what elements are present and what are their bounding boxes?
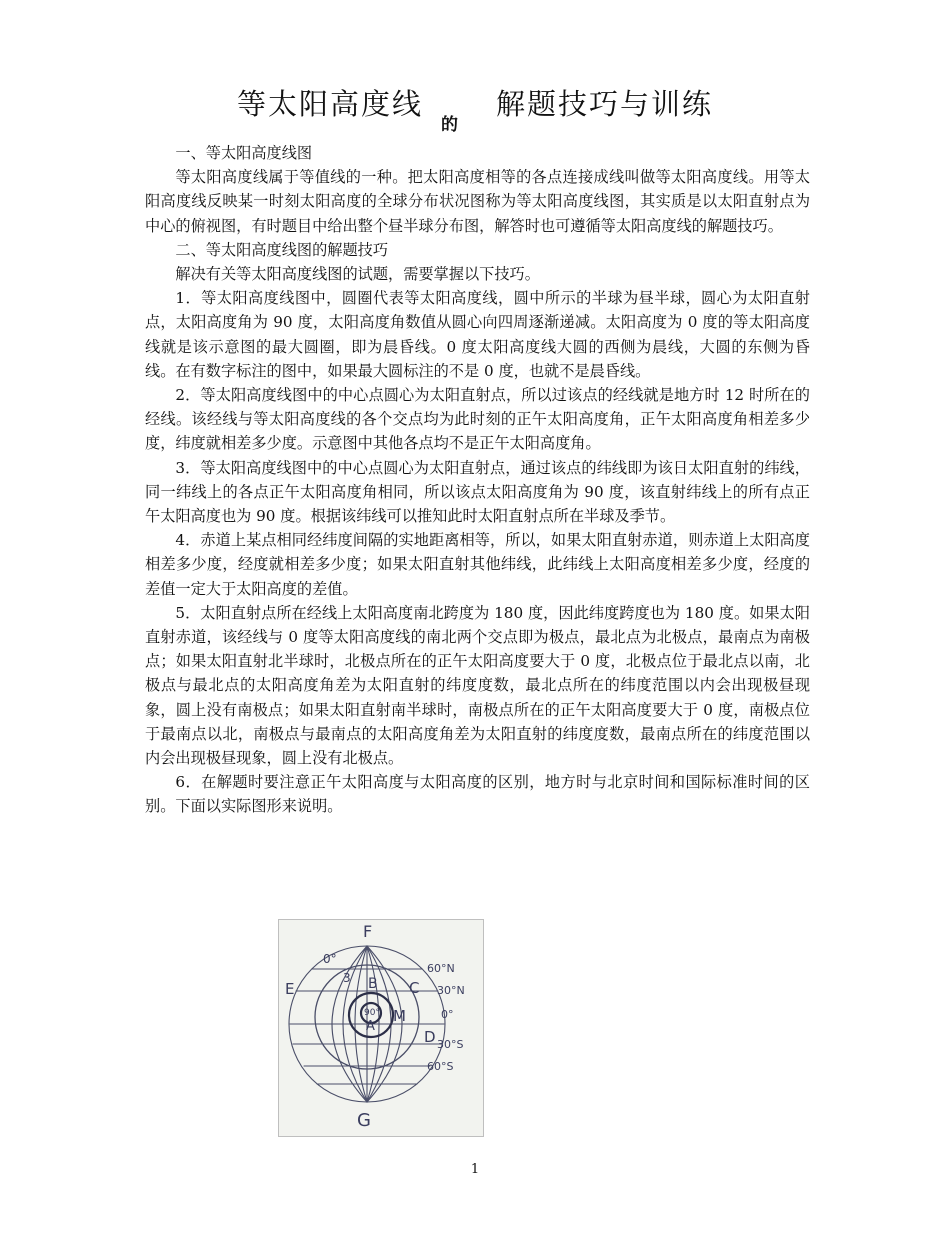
- title-small: 的: [441, 115, 458, 135]
- title-main: 等太阳高度线: [236, 87, 423, 121]
- page-title: [0, 82, 950, 135]
- tip-1: 1．等太阳高度线图中，圆圈代表等太阳高度线，圆中所示的半球为昼半球，圆心为太阳直射点，太阳高度角为 90 度，太阳高度角数值从圆心向四周逐渐递减。太阳高度为 0 度的等太阳高度线就是该示意图的最大圆圈，即为晨昏线。0 度太阳高度线大圆的西侧为晨线，大圆的东侧为昏线。在有数字标注的图中，如果最大圆标注的不是 0 度，也就不是晨昏线。: [145, 289, 810, 380]
- point-A-label: A: [366, 1019, 375, 1034]
- point-G-label: G: [357, 1110, 371, 1131]
- latitude-0-label: 0°: [441, 1008, 454, 1021]
- latitude-30n-label: 30°N: [437, 984, 465, 997]
- point-B-label: B: [368, 976, 378, 992]
- section-heading-2: 二、等太阳高度线图的解题技巧: [175, 240, 389, 259]
- document-body: [145, 141, 810, 819]
- globe-sketch: [279, 920, 483, 1136]
- point-M-label: M: [393, 1007, 406, 1025]
- tip-3: 3．等太阳高度线图中的中心点圆心为太阳直射点，通过该点的纬线即为该日太阳直射的纬线，同一纬线上的各点正午太阳高度角相同，所以该点太阳高度角为 90 度，该直射纬线上的所有点正午太阳高度也为 90 度。根据该纬线可以推知此时太阳直射点所在半球及季节。: [145, 458, 810, 526]
- three-label: 3: [343, 971, 351, 985]
- section-heading-1: 一、等太阳高度线图: [175, 144, 313, 162]
- page-number: 1: [470, 1162, 480, 1177]
- latitude-30s-label: 30°S: [437, 1038, 464, 1051]
- point-D-label: D: [424, 1028, 436, 1046]
- tip-6: 6．在解题时要注意正午太阳高度与太阳高度的区别，地方时与北京时间和国际标准时间的区别。下面以实际图形来说明。: [145, 773, 810, 816]
- point-E-label: E: [285, 980, 295, 998]
- tip-2: 2．等太阳高度线图中的中心点圆心为太阳直射点，所以过该点的经线就是地方时 12 时所在的经线。该经线与等太阳高度线的各个交点均为此时刻的正午太阳高度角，正午太阳高度角相差多少度，纬度就相差多少度。示意图中其他各点均不是正午太阳高度角。: [145, 386, 810, 453]
- latitude-60n-label: 60°N: [427, 962, 455, 975]
- tip-4: 4．赤道上某点相同经纬度间隔的实地距离相等，所以，如果太阳直射赤道，则赤道上太阳高度相差多少度，经度就相差多少度；如果太阳直射其他纬线，此纬线上太阳高度相差多少度，经度的差值一定大于太阳高度的差值。: [145, 531, 810, 598]
- zero-degree-label: 0°: [323, 952, 337, 966]
- ninety-degree-label: 90°: [364, 1008, 380, 1018]
- latitude-60s-label: 60°S: [427, 1060, 454, 1073]
- point-C-label: C: [409, 979, 420, 997]
- point-F-label: F: [363, 922, 373, 941]
- tip-5: 5．太阳直射点所在经线上太阳高度南北跨度为 180 度，因此纬度跨度也为 180 度。如果太阳直射赤道，该经线与 0 度等太阳高度线的南北两个交点即为极点，最北点为北极点，最南点为南极点；如果太阳直射北半球时，北极点所在的正午太阳高度要大于 0 度，北极点位于最北点以南，北极点与最北点的太阳高度角差为太阳直射的纬度度数，最北点所在的纬度范围以内会出现极昼现象，圆上没有南极点；如果太阳直射南半球时，南极点所在的正午太阳高度要大于 0 度，南极点位于最南点以北，南极点与最南点的太阳高度角差为太阳直射的纬度度数，最南点所在的纬度范围以内会出现极昼现象，圆上没有北极点。: [145, 603, 810, 768]
- paragraph: 解决有关等太阳高度线图的试题，需要掌握以下技巧。: [175, 265, 540, 284]
- paragraph: 等太阳高度线属于等值线的一种。把太阳高度相等的各点连接成线叫做等太阳高度线。用等太阳高度线反映某一时刻太阳高度的全球分布状况图称为等太阳高度线图，其实质是以太阳直射点为中心的俯视图，有时题目中给出整个昼半球分布图，解答时也可遵循等太阳高度线的解题技巧。: [145, 168, 810, 235]
- title-rest: 解题技巧与训练: [496, 87, 714, 121]
- sun-altitude-figure: [278, 919, 484, 1137]
